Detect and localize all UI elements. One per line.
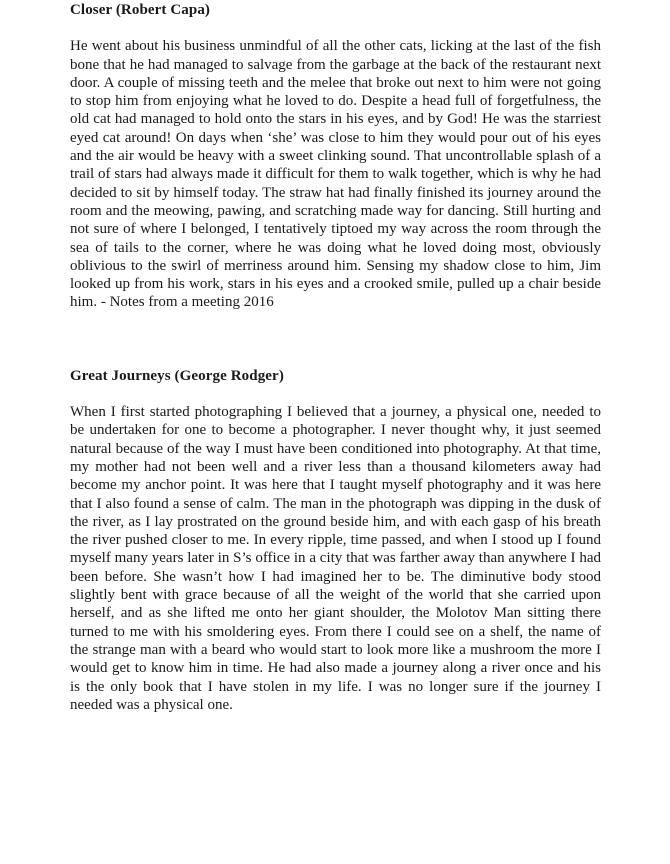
section-great-journeys xyxy=(70,367,601,714)
section-heading-closer: Closer (Robert Capa) xyxy=(70,2,211,18)
section-body-closer: He went about his business unmindful of all the other cats, licking at the last of the fish bone that he had managed to salvage from the garbage at the back of the restaurant next door. A couple of missing teeth and the melee that broke out next to him were not going to stop him from enjoying what he loved to do. Despite a head full of forgetfulness, the old cat had managed to hold onto the stars in his eyes, and by God! He was the starriest eyed cat around! On days when ‘she’ was close to him they would pour out of his eyes and the air would be heavy with a sweet clinking sound. That uncontrollable splash of a trail of stars had always made it difficult for them to walk together, which is why he had decided to sit by himself today. The straw hat had finally finished its journey around the room and the meowing, pawing, and scratching made way for dancing. Still hurting and not sure of where I belonged, I tentatively tiptoed my way across the room through the sea of tails to the corner, where he was doing what he loved doing most, obviously oblivious to the swirl of merriness around him. Sensing my shadow close to him, Jim looked up from his work, stars in his eyes and a crooked smile, pulled up a chair beside him. - Notes from a meeting 2016 xyxy=(70,38,601,311)
section-closer xyxy=(70,1,601,312)
section-heading-great-journeys: Great Journeys (George Rodger) xyxy=(70,367,284,384)
section-body-great-journeys: When I first started photographing I believed that a journey, a physical one, needed to be undertaken for one to become a photographer. I never thought why, it just seemed natural because of the way I must have been conditioned into photography. At that time, my mother had not been well and a river less than a thousand kilometers away had become my anchor point. It was here that I taught myself photography and it was here that I also found a sense of calm. The man in the photograph was dipping in the dusk of the river, as I lay prostrated on the ground beside him, and with each gasp of his breath the river pushed closer to me. In every ripple, time passed, and when I stood up I found myself many years later in S’s office in a city that was farther away than anywhere I had been before. She wasn’t how I had imagined her to be. The diminutive body stood slightly bent with grace because of all the weight of the world that she carried upon herself, and as she lifted me onto her giant shoulder, the Molotov Man sitting there turned to me with his smoldering eyes. From there I could see on a shelf, the name of the strange man with a beard who would start to look more like a mushroom the more I would get to know him in time. He had also made a journey along a river once and his is the only book that I have stolen in my life. I was no longer sure if the journey I needed was a physical one. xyxy=(70,404,601,713)
